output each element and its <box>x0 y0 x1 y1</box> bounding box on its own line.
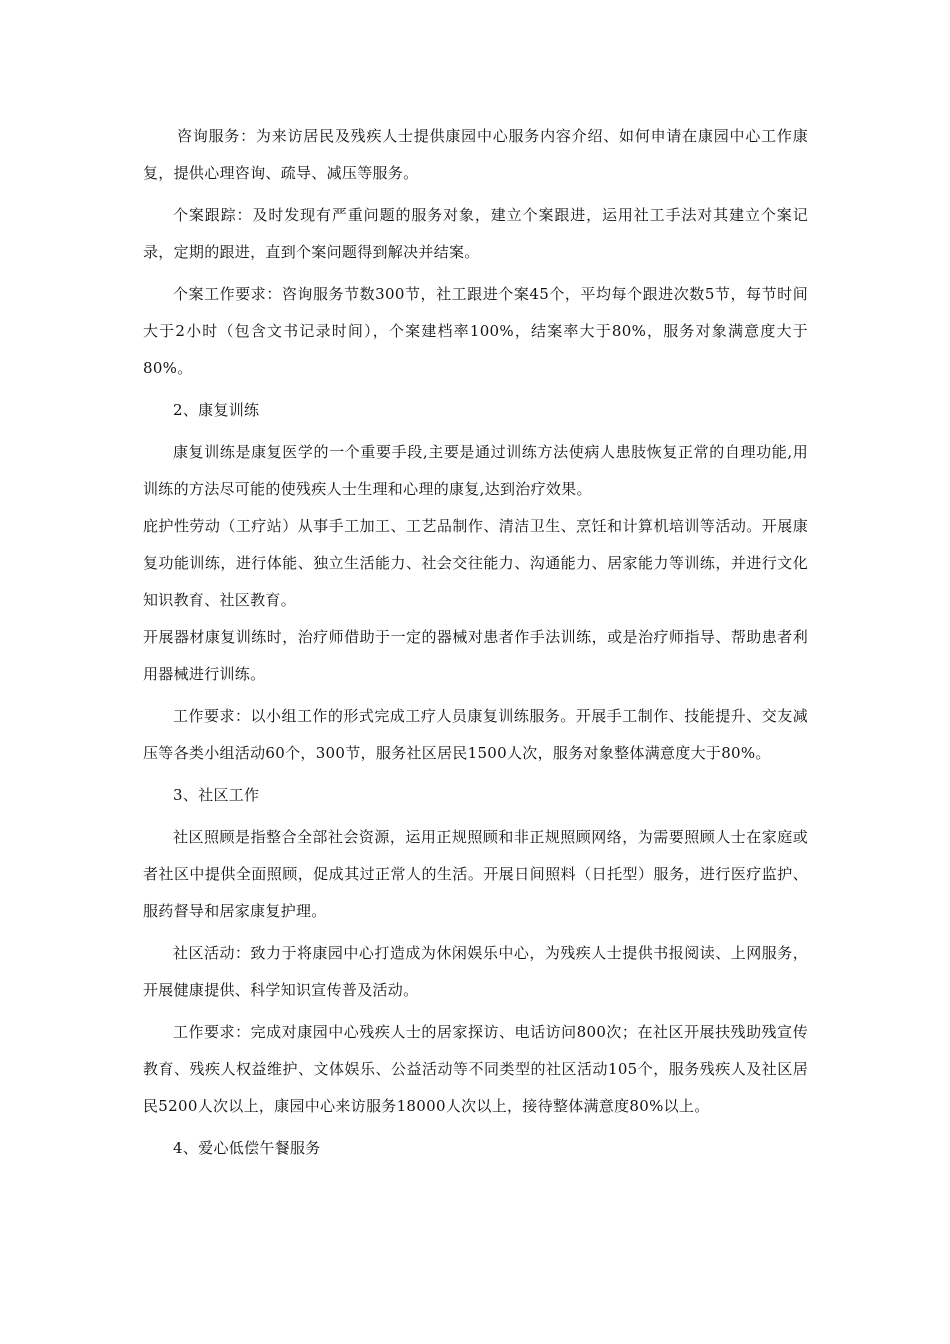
section-heading-community-work: 3、社区工作 <box>173 786 260 804</box>
paragraph-consulting-service: 咨询服务：为来访居民及残疾人士提供康园中心服务内容介绍、如何申请在康园中心工作康复，提供心理咨询、疏导、减压等服务。 <box>143 127 808 182</box>
paragraph-rehab-definition: 康复训练是康复医学的一个重要手段,主要是通过训练方法使病人患肢恢复正常的自理功能,用训练的方法尽可能的使残疾人士生理和心理的康复,达到治疗效果。 <box>143 443 808 498</box>
section-heading-rehab-training: 2、康复训练 <box>173 401 260 419</box>
paragraph-community-requirements: 工作要求：完成对康园中心残疾人士的居家探访、电话访问800次；在社区开展扶残助残宣传教育、残疾人权益维护、文体娱乐、公益活动等不同类型的社区活动105个，服务残疾人及社区居民5200人次以上，康园中心来访服务18000人次以上，接待整体满意度80%以上。 <box>143 1023 808 1115</box>
document-body <box>143 118 808 1167</box>
paragraph-case-tracking: 个案跟踪：及时发现有严重问题的服务对象，建立个案跟进，运用社工手法对其建立个案记录，定期的跟进，直到个案问题得到解决并结案。 <box>143 206 808 261</box>
paragraph-case-requirements: 个案工作要求：咨询服务节数300节，社工跟进个案45个，平均每个跟进次数5节，每节时间大于2小时（包含文书记录时间），个案建档率100%，结案率大于80%，服务对象满意度大于80%。 <box>143 285 808 377</box>
paragraph-community-care: 社区照顾是指整合全部社会资源，运用正规照顾和非正规照顾网络，为需要照顾人士在家庭或者社区中提供全面照顾，促成其过正常人的生活。开展日间照料（日托型）服务，进行医疗监护、服药督导和居家康复护理。 <box>143 828 808 920</box>
paragraph-sheltered-labor: 庇护性劳动（工疗站）从事手工加工、工艺品制作、清洁卫生、烹饪和计算机培训等活动。开展康复功能训练，进行体能、独立生活能力、社会交往能力、沟通能力、居家能力等训练，并进行文化知识教育、社区教育。 <box>143 517 808 609</box>
section-heading-lunch-service: 4、爱心低偿午餐服务 <box>173 1139 321 1157</box>
paragraph-community-activities: 社区活动：致力于将康园中心打造成为休闲娱乐中心，为残疾人士提供书报阅读、上网服务，开展健康提供、科学知识宣传普及活动。 <box>143 944 808 999</box>
paragraph-rehab-requirements: 工作要求：以小组工作的形式完成工疗人员康复训练服务。开展手工制作、技能提升、交友减压等各类小组活动60个，300节，服务社区居民1500人次，服务对象整体满意度大于80%。 <box>143 707 808 762</box>
paragraph-equipment-training: 开展器材康复训练时，治疗师借助于一定的器械对患者作手法训练，或是治疗师指导、帮助患者利用器械进行训练。 <box>143 628 808 683</box>
